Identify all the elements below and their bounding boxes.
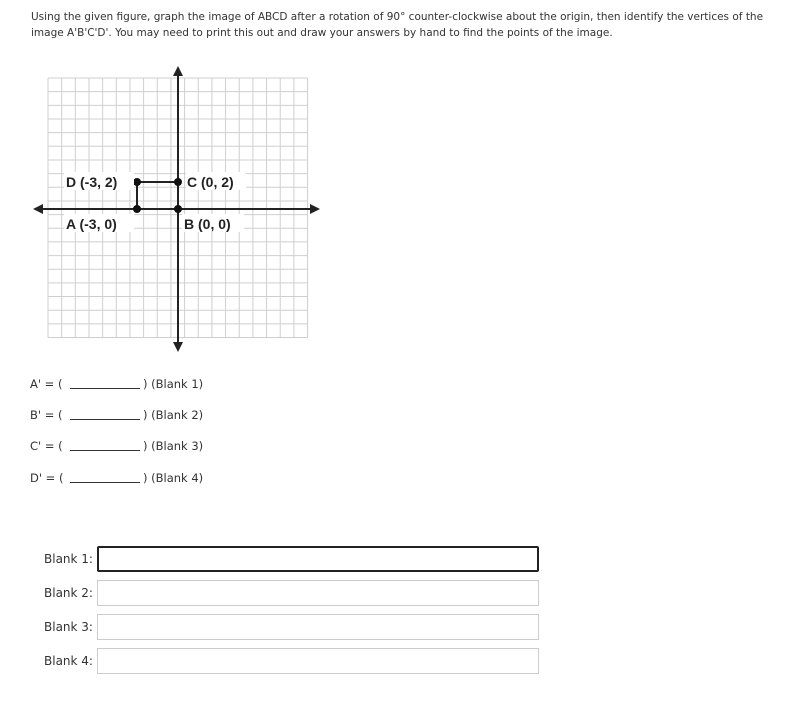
point-a xyxy=(133,205,141,213)
blank-row-4 xyxy=(44,648,539,674)
answer-underline xyxy=(70,378,140,389)
label-a: A (-3, 0) xyxy=(66,216,117,232)
x-axis-left-arrow-icon xyxy=(33,204,43,214)
coordinate-grid-figure xyxy=(30,62,330,357)
y-axis-down-arrow-icon xyxy=(173,342,183,352)
answer-underline xyxy=(70,409,140,420)
blank-4-input[interactable] xyxy=(97,648,539,674)
answer-suffix: ) (Blank 1) xyxy=(143,377,204,391)
answer-suffix: ) (Blank 4) xyxy=(143,471,204,485)
blank-label: Blank 3: xyxy=(44,620,93,634)
blank-label: Blank 2: xyxy=(44,586,93,600)
label-c: C (0, 2) xyxy=(187,174,234,190)
answer-suffix: ) (Blank 3) xyxy=(143,439,204,453)
answer-prefix: A' = ( xyxy=(30,377,63,391)
blank-2-input[interactable] xyxy=(97,580,539,606)
x-axis-right-arrow-icon xyxy=(310,204,320,214)
answer-prefix: C' = ( xyxy=(30,439,63,453)
blank-3-input[interactable] xyxy=(97,614,539,640)
blank-label: Blank 4: xyxy=(44,654,93,668)
answer-row-c xyxy=(30,439,203,453)
blank-row-2 xyxy=(44,580,539,606)
question-text: Using the given figure, graph the image of ABCD after a rotation of 90° counter-clockwise about the origin, then identify the vertices of the image A'B'C'D'. You may need to print this out and draw your answers by hand to find the points of the image. xyxy=(31,11,764,39)
answer-row-d xyxy=(30,471,203,485)
answer-underline xyxy=(70,472,140,483)
point-b xyxy=(174,205,182,213)
y-axis-up-arrow-icon xyxy=(173,66,183,76)
blank-row-1 xyxy=(44,546,539,572)
blank-label: Blank 1: xyxy=(44,552,93,566)
point-d xyxy=(133,178,141,186)
blank-row-3 xyxy=(44,614,539,640)
answer-prefix: B' = ( xyxy=(30,408,63,422)
answer-suffix: ) (Blank 2) xyxy=(143,408,204,422)
answer-row-b xyxy=(30,408,203,422)
blank-1-input[interactable] xyxy=(97,546,539,572)
label-d: D (-3, 2) xyxy=(66,174,118,190)
answer-prefix: D' = ( xyxy=(30,471,64,485)
answer-underline xyxy=(70,440,140,451)
answer-row-a xyxy=(30,377,203,391)
point-c xyxy=(174,178,182,186)
label-b: B (0, 0) xyxy=(184,216,231,232)
